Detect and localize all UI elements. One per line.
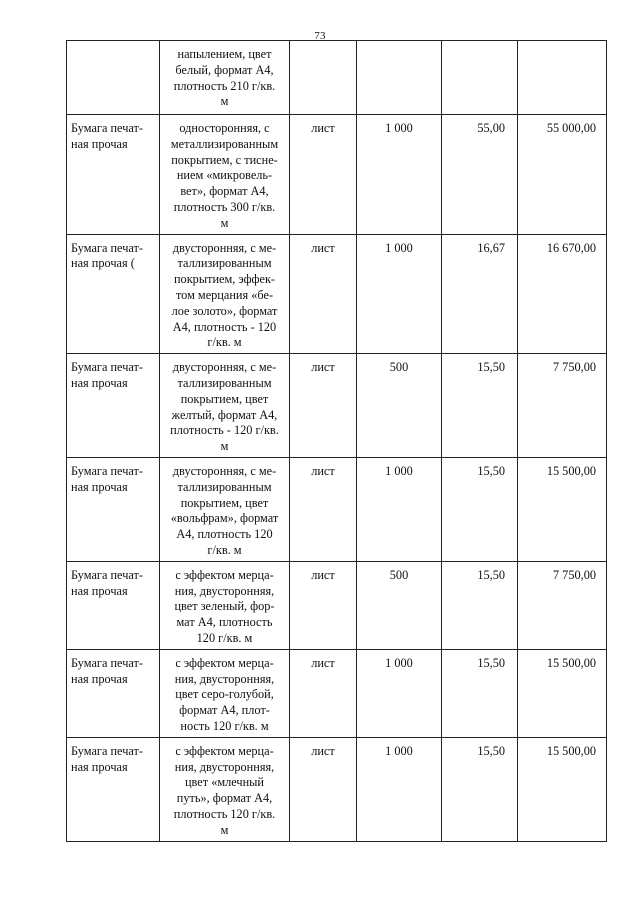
item-description-line: вет», формат А4, xyxy=(180,184,269,199)
item-description-line: нием «микровель- xyxy=(176,168,273,183)
item-description-line: мат А4, плотность xyxy=(176,615,273,630)
table-row xyxy=(67,234,607,354)
item-name-cell xyxy=(67,561,160,649)
total-cell: 15 500,00 xyxy=(518,457,607,561)
total-cell: 7 750,00 xyxy=(518,354,607,458)
table-row xyxy=(67,115,607,235)
item-description-line: лое золото», формат xyxy=(171,303,278,318)
price-cell: 15,50 xyxy=(442,354,518,458)
item-description-line: том мерцания «бе- xyxy=(175,287,274,302)
table-row xyxy=(67,457,607,561)
item-description-line: двусторонняя, с ме- xyxy=(172,240,277,255)
table-body xyxy=(67,41,607,842)
item-description-line: напылением, цвет xyxy=(177,47,272,61)
item-name-line: Бумага печат- xyxy=(71,240,143,255)
item-description-cell xyxy=(160,115,290,235)
item-description-line: плотность 210 г/кв. xyxy=(173,78,276,93)
item-name-line: ная прочая xyxy=(71,136,128,151)
item-description-line: 120 г/кв. м xyxy=(196,630,253,645)
item-description-line: таллизированным xyxy=(177,375,272,390)
item-description-cell xyxy=(160,234,290,354)
price-cell: 15,50 xyxy=(442,649,518,737)
item-description-line: м xyxy=(220,822,229,837)
item-name-line: ная прочая xyxy=(71,671,128,686)
item-description-line: А4, плотность 120 xyxy=(176,527,273,542)
price-cell: 15,50 xyxy=(442,561,518,649)
quantity-cell: 1 000 xyxy=(357,737,442,841)
item-description-line: м xyxy=(220,439,229,454)
item-description-line: А4, плотность - 120 xyxy=(172,319,277,334)
item-description-line: двусторонняя, с ме- xyxy=(172,360,277,375)
item-description-line: плотность 300 г/кв. xyxy=(173,199,276,214)
item-description-line: белый, формат А4, xyxy=(175,62,274,77)
quantity-cell xyxy=(357,41,442,115)
item-description-line: г/кв. м xyxy=(207,542,242,557)
item-name-line: Бумага печат- xyxy=(71,463,143,478)
table-row xyxy=(67,354,607,458)
table-row xyxy=(67,561,607,649)
item-name-line: ная прочая xyxy=(71,759,128,774)
table-row xyxy=(67,737,607,841)
goods-table xyxy=(66,40,607,842)
price-cell: 16,67 xyxy=(442,234,518,354)
item-description-line: путь», формат А4, xyxy=(176,791,273,806)
item-description-line: цвет зеленый, фор- xyxy=(174,599,275,614)
table-row xyxy=(67,41,607,115)
price-cell: 15,50 xyxy=(442,457,518,561)
unit-cell: лист xyxy=(290,737,357,841)
item-description-line: покрытием, цвет xyxy=(180,391,269,406)
quantity-cell: 1 000 xyxy=(357,115,442,235)
item-name-line: ная прочая xyxy=(71,375,128,390)
item-name-line: ная прочая xyxy=(71,479,128,494)
item-description-line: с эффектом мерца- xyxy=(175,567,274,582)
item-description-cell xyxy=(160,354,290,458)
item-description-line: с эффектом мерца- xyxy=(175,743,274,758)
item-name-line: Бумага печат- xyxy=(71,655,143,670)
item-name-cell xyxy=(67,457,160,561)
price-cell: 55,00 xyxy=(442,115,518,235)
item-description-line: таллизированным xyxy=(177,479,272,494)
item-description-line: м xyxy=(220,215,229,230)
item-description-cell xyxy=(160,649,290,737)
item-description-line: ния, двусторонняя, xyxy=(174,583,275,598)
item-name-cell xyxy=(67,737,160,841)
item-description-line: покрытием, эффек- xyxy=(173,272,276,287)
item-description-cell xyxy=(160,457,290,561)
item-description-line: односторонняя, с xyxy=(179,121,270,135)
item-description-cell xyxy=(160,737,290,841)
quantity-cell: 500 xyxy=(357,354,442,458)
item-description-cell xyxy=(160,561,290,649)
quantity-cell: 1 000 xyxy=(357,649,442,737)
item-name-cell xyxy=(67,115,160,235)
price-cell xyxy=(442,41,518,115)
item-description-line: покрытием, цвет xyxy=(180,495,269,510)
item-description-line: ния, двусторонняя, xyxy=(174,671,275,686)
item-name-line: ная прочая xyxy=(71,583,128,598)
item-description-line: ность 120 г/кв. м xyxy=(180,718,269,733)
price-cell: 15,50 xyxy=(442,737,518,841)
item-description-line: плотность 120 г/кв. xyxy=(173,806,276,821)
unit-cell: лист xyxy=(290,354,357,458)
item-description-cell xyxy=(160,41,290,115)
item-description-line: плотность - 120 г/кв. xyxy=(170,423,279,438)
item-description-line: цвет серо-голубой, xyxy=(175,687,274,702)
total-cell: 16 670,00 xyxy=(518,234,607,354)
total-cell: 55 000,00 xyxy=(518,115,607,235)
quantity-cell: 1 000 xyxy=(357,234,442,354)
item-description-line: таллизированным xyxy=(177,256,272,271)
item-name-cell xyxy=(67,234,160,354)
quantity-cell: 500 xyxy=(357,561,442,649)
item-description-line: покрытием, с тисне- xyxy=(171,152,278,167)
table-row xyxy=(67,649,607,737)
unit-cell: лист xyxy=(290,561,357,649)
item-description-line: двусторонняя, с ме- xyxy=(172,463,277,478)
total-cell xyxy=(518,41,607,115)
item-description-line: с эффектом мерца- xyxy=(175,655,274,670)
unit-cell xyxy=(290,41,357,115)
item-description-line: цвет «млечный xyxy=(184,775,265,790)
item-description-line: ния, двусторонняя, xyxy=(174,759,275,774)
item-name-cell xyxy=(67,41,160,115)
item-description-line: формат А4, плот- xyxy=(179,703,270,718)
item-description-line: г/кв. м xyxy=(207,335,242,350)
item-name-line: Бумага печат- xyxy=(71,360,143,375)
unit-cell: лист xyxy=(290,115,357,235)
item-name-line: Бумага печат- xyxy=(71,121,143,135)
total-cell: 15 500,00 xyxy=(518,649,607,737)
item-name-cell xyxy=(67,649,160,737)
unit-cell: лист xyxy=(290,457,357,561)
item-description-line: желтый, формат А4, xyxy=(171,407,278,422)
item-name-line: Бумага печат- xyxy=(71,567,143,582)
item-description-line: металлизированным xyxy=(170,136,279,151)
item-name-line: ная прочая ( xyxy=(71,256,135,271)
item-description-line: м xyxy=(220,94,229,109)
page-number: 73 xyxy=(314,30,326,42)
total-cell: 7 750,00 xyxy=(518,561,607,649)
item-name-cell xyxy=(67,354,160,458)
quantity-cell: 1 000 xyxy=(357,457,442,561)
total-cell: 15 500,00 xyxy=(518,737,607,841)
item-name-line: Бумага печат- xyxy=(71,743,143,758)
unit-cell: лист xyxy=(290,649,357,737)
unit-cell: лист xyxy=(290,234,357,354)
item-description-line: «вольфрам», формат xyxy=(170,511,279,526)
